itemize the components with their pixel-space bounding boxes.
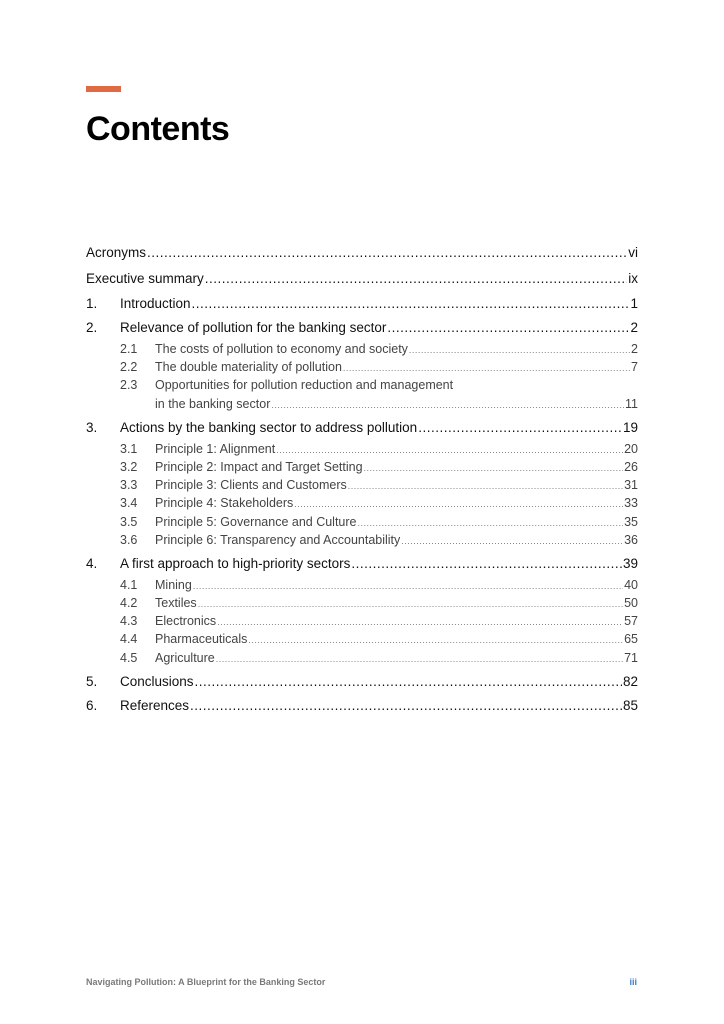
toc-label: Mining [155,577,192,592]
toc-label: Opportunities for pollution reduction and management [155,378,454,393]
toc-label: Acronyms [86,245,147,260]
toc-page: 19 [622,419,638,435]
toc-label: Relevance of pollution for the banking sector [120,320,387,335]
toc-entry-acronyms[interactable] [86,240,638,266]
toc-page: 2 [631,342,638,356]
toc-leader [198,595,623,613]
toc-page: 11 [625,396,638,411]
toc-leader [195,670,622,694]
toc-entry-high-priority-sectors[interactable] [86,552,638,576]
toc-label: Pharmaceuticals [155,632,248,647]
toc-page: 39 [622,555,638,571]
toc-page: 7 [631,360,638,375]
toc-page: 1 [630,296,638,311]
toc-subentry-3-5[interactable] [86,513,638,531]
toc-entry-references[interactable] [86,694,638,718]
toc-page: 26 [624,459,638,474]
toc-page: 65 [624,632,638,647]
toc-page: 2 [630,320,638,335]
toc-label: Principle 1: Alignment [155,441,276,456]
toc-number: 3.4 [120,496,138,511]
footer-page-number: iii [629,977,637,987]
toc-page: 35 [624,514,638,529]
toc-entry-executive-summary[interactable] [86,266,638,292]
toc-label: Principle 5: Governance and Culture [155,514,357,529]
toc-label: The costs of pollution to economy and society [155,342,408,356]
toc-number: 3. [86,419,98,435]
toc-leader [401,532,623,550]
toc-leader [343,359,630,377]
toc-number: 3.5 [120,514,138,529]
toc-subentry-3-4[interactable] [86,494,638,512]
toc-number: 4.2 [120,596,138,611]
toc-leader [294,495,623,513]
toc-label: in the banking sector [155,396,271,411]
toc-subentry-3-1[interactable] [86,440,638,458]
toc-page: 82 [622,673,638,689]
toc-number: 2. [86,320,98,335]
toc-number: 4.1 [120,577,138,592]
toc-number: 1. [86,296,98,311]
toc-number: 6. [86,697,98,713]
toc-subentry-4-5[interactable] [86,649,638,667]
toc-entry-introduction[interactable] [86,292,638,316]
toc-page: ix [628,271,638,286]
toc-entry-conclusions[interactable] [86,670,638,694]
toc-subentry-3-6[interactable] [86,531,638,549]
toc-page: 36 [624,532,638,547]
toc-leader [358,514,624,532]
toc-entry-relevance[interactable] [86,316,638,340]
toc-leader [205,266,627,292]
toc-page: 20 [624,441,638,456]
toc-number: 4.4 [120,632,138,647]
toc-leader [248,631,623,649]
accent-bar [86,86,121,92]
toc-subentry-2-3[interactable] [86,376,638,394]
toc-leader [147,240,627,266]
toc-number: 4.5 [120,650,138,665]
toc-leader [364,459,624,477]
toc-number: 3.1 [120,441,138,456]
toc-page: 85 [622,697,638,713]
toc-page: 33 [624,496,638,511]
toc-leader [190,694,622,718]
toc-leader [276,441,623,459]
toc-label: Principle 2: Impact and Target Setting [155,459,363,474]
toc-leader [351,552,622,576]
toc-label: Actions by the banking sector to address pollution [120,419,418,435]
toc-subentry-2-3-continued[interactable] [86,395,638,413]
toc-subentry-4-1[interactable] [86,576,638,594]
toc-leader [409,341,630,359]
toc-page: vi [628,245,638,260]
toc-number: 4.3 [120,614,138,629]
toc-label: Executive summary [86,271,204,286]
page-title: Contents [86,110,230,148]
toc-page: 50 [624,596,638,611]
toc-number: 2.2 [120,360,138,375]
toc-label: Conclusions [120,673,194,689]
toc-leader [387,316,629,340]
toc-label: Principle 4: Stakeholders [155,496,294,511]
toc-leader [192,292,630,316]
toc-leader [216,650,623,668]
toc-entry-actions[interactable] [86,416,638,440]
toc-page: 40 [624,577,638,592]
table-of-contents [86,240,638,718]
footer-document-title: Navigating Pollution: A Blueprint for the Banking Sector [86,977,326,987]
toc-label: Introduction [120,296,191,311]
toc-number: 5. [86,673,98,689]
toc-subentry-3-2[interactable] [86,458,638,476]
toc-label: Agriculture [155,650,215,665]
toc-number: 2.1 [120,342,138,356]
toc-subentry-4-3[interactable] [86,612,638,630]
toc-subentry-2-1[interactable] [86,340,638,358]
toc-page: 71 [624,650,638,665]
toc-page: 31 [624,478,638,493]
toc-leader [271,396,624,414]
toc-leader [348,477,623,495]
toc-label: Principle 6: Transparency and Accountability [155,532,401,547]
toc-number: 3.6 [120,532,138,547]
toc-number: 3.3 [120,478,138,493]
toc-label: Textiles [155,596,197,611]
toc-page: 57 [624,614,638,629]
toc-subentry-4-2[interactable] [86,594,638,612]
toc-label: Principle 3: Clients and Customers [155,478,347,493]
toc-label: A first approach to high-priority sectors [120,555,351,571]
toc-label: References [120,697,190,713]
toc-subentry-3-3[interactable] [86,476,638,494]
toc-leader [418,416,622,440]
toc-number: 3.2 [120,459,138,474]
toc-leader [193,577,623,595]
toc-subentry-4-4[interactable] [86,630,638,648]
toc-label: The double materiality of pollution [155,360,342,375]
toc-leader [217,613,623,631]
toc-subentry-2-2[interactable] [86,358,638,376]
toc-number: 2.3 [120,378,138,393]
toc-label: Electronics [155,614,217,629]
toc-number: 4. [86,555,98,571]
